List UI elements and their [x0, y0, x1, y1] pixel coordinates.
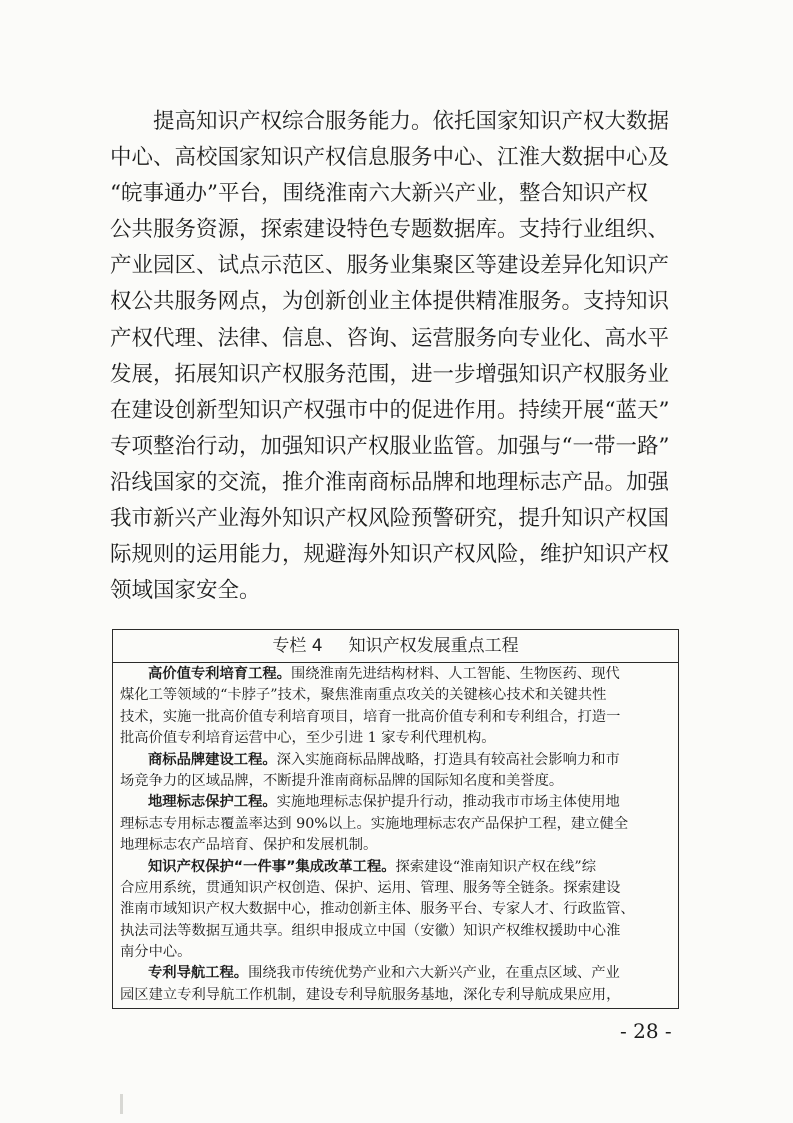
column-title: 知识产权发展重点工程: [348, 636, 519, 656]
project-heading: 高价值专利培育工程。: [148, 666, 291, 682]
box-line: 地理标志农产品培育、保护和发展机制。: [120, 837, 378, 854]
body-line: 权公共服务网点，为创新创业主体提供精准服务。支持知识: [110, 289, 670, 315]
box-line: [120, 750, 671, 771]
column-box: [112, 629, 679, 1009]
body-line: 产业园区、试点示范区、服务业集聚区等建设差异化知识产: [110, 253, 670, 279]
box-line: [120, 857, 671, 878]
box-line: 煤化工等领域的“卡脖子”技术，聚焦淮南重点攻关的关键核心技术和关键共性: [120, 687, 607, 704]
body-line: 公共服务资源，探索建设特色专题数据库。支持行业组织、: [110, 217, 670, 243]
column-box-title: [113, 630, 678, 663]
page-number: - 28 -: [620, 1019, 672, 1043]
box-line: 批高价值专利培育运营中心，至少引进 1 家专利代理机构。: [120, 730, 496, 747]
body-line: 发展，拓展知识产权服务范围，进一步增强知识产权服务业: [110, 361, 670, 387]
box-line: 淮南市域知识产权大数据中心，推动创新主体、服务平台、专家人才、行政监管、: [120, 901, 635, 918]
box-line: 合应用系统，贯通知识产权创造、保护、运用、管理、服务等全链条。探索建设: [120, 879, 621, 896]
body-line: 中心、高校国家知识产权信息服务中心、江淮大数据中心及: [110, 145, 670, 171]
project-heading: 知识产权保护“一件事”集成改革工程。: [148, 858, 396, 875]
box-line: 技术，实施一批高价值专利培育项目，培育一批高价值专利和专利组合，打造一: [120, 708, 621, 725]
body-line: 沿线国家的交流，推介淮南商标品牌和地理标志产品。加强: [110, 469, 670, 495]
box-line-text: 围绕我市传统优势产业和六大新兴产业，在重点区域、产业: [248, 965, 620, 982]
box-line-text: 探索建设“淮南知识产权在线”综: [395, 858, 597, 875]
box-line: 南分中心。: [120, 944, 192, 961]
body-line: 提高知识产权综合服务能力。依托国家知识产权大数据: [153, 109, 670, 134]
box-line: 园区建立专利导航工作机制，建设专利导航服务基地，深化专利导航成果应用，: [120, 986, 621, 1003]
box-line: [120, 792, 671, 813]
box-line: 执法司法等数据互通共享。组织申报成立中国（安徽）知识产权维权援助中心淮: [120, 922, 621, 939]
box-line-text: 深入实施商标品牌战略，打造具有较高社会影响力和市: [276, 751, 620, 768]
project-heading: 专利导航工程。: [148, 965, 249, 982]
box-line: [120, 963, 671, 984]
scan-mark: [120, 1094, 123, 1114]
body-line: 产权代理、法律、信息、咨询、运营服务向专业化、高水平: [110, 325, 670, 351]
body-line: 际规则的运用能力，规避海外知识产权风险，维护知识产权: [110, 542, 670, 568]
project-heading: 地理标志保护工程。: [148, 794, 277, 811]
box-line-text: 围绕淮南先进结构材料、人工智能、生物医药、现代: [290, 666, 620, 682]
body-line: 专项整治行动，加强知识产权服业监管。加强与“一带一路”: [110, 433, 670, 459]
box-line-text: 实施地理标志保护提升行动，推动我市市场主体使用地: [276, 794, 620, 811]
body-line: 在建设创新型知识产权强市中的促进作用。持续开展“蓝天”: [110, 397, 670, 423]
column-number: 专栏 4: [272, 636, 323, 656]
body-paragraph: [110, 104, 690, 609]
project-heading: 商标品牌建设工程。: [148, 751, 277, 768]
box-line: 场竞争力的区域品牌，不断提升淮南商标品牌的国际知名度和美誉度。: [120, 772, 564, 789]
body-line: 领域国家安全。: [110, 578, 261, 604]
box-line: 理标志专用标志覆盖率达到 90%以上。实施地理标志农产品保护工程，建立健全: [120, 815, 629, 832]
body-line: “皖事通办”平台，围绕淮南六大新兴产业，整合知识产权: [110, 181, 648, 207]
box-line: [120, 664, 671, 685]
body-line: 我市新兴产业海外知识产权风险预警研究，提升知识产权国: [110, 506, 670, 532]
column-box-body: [113, 663, 678, 1006]
